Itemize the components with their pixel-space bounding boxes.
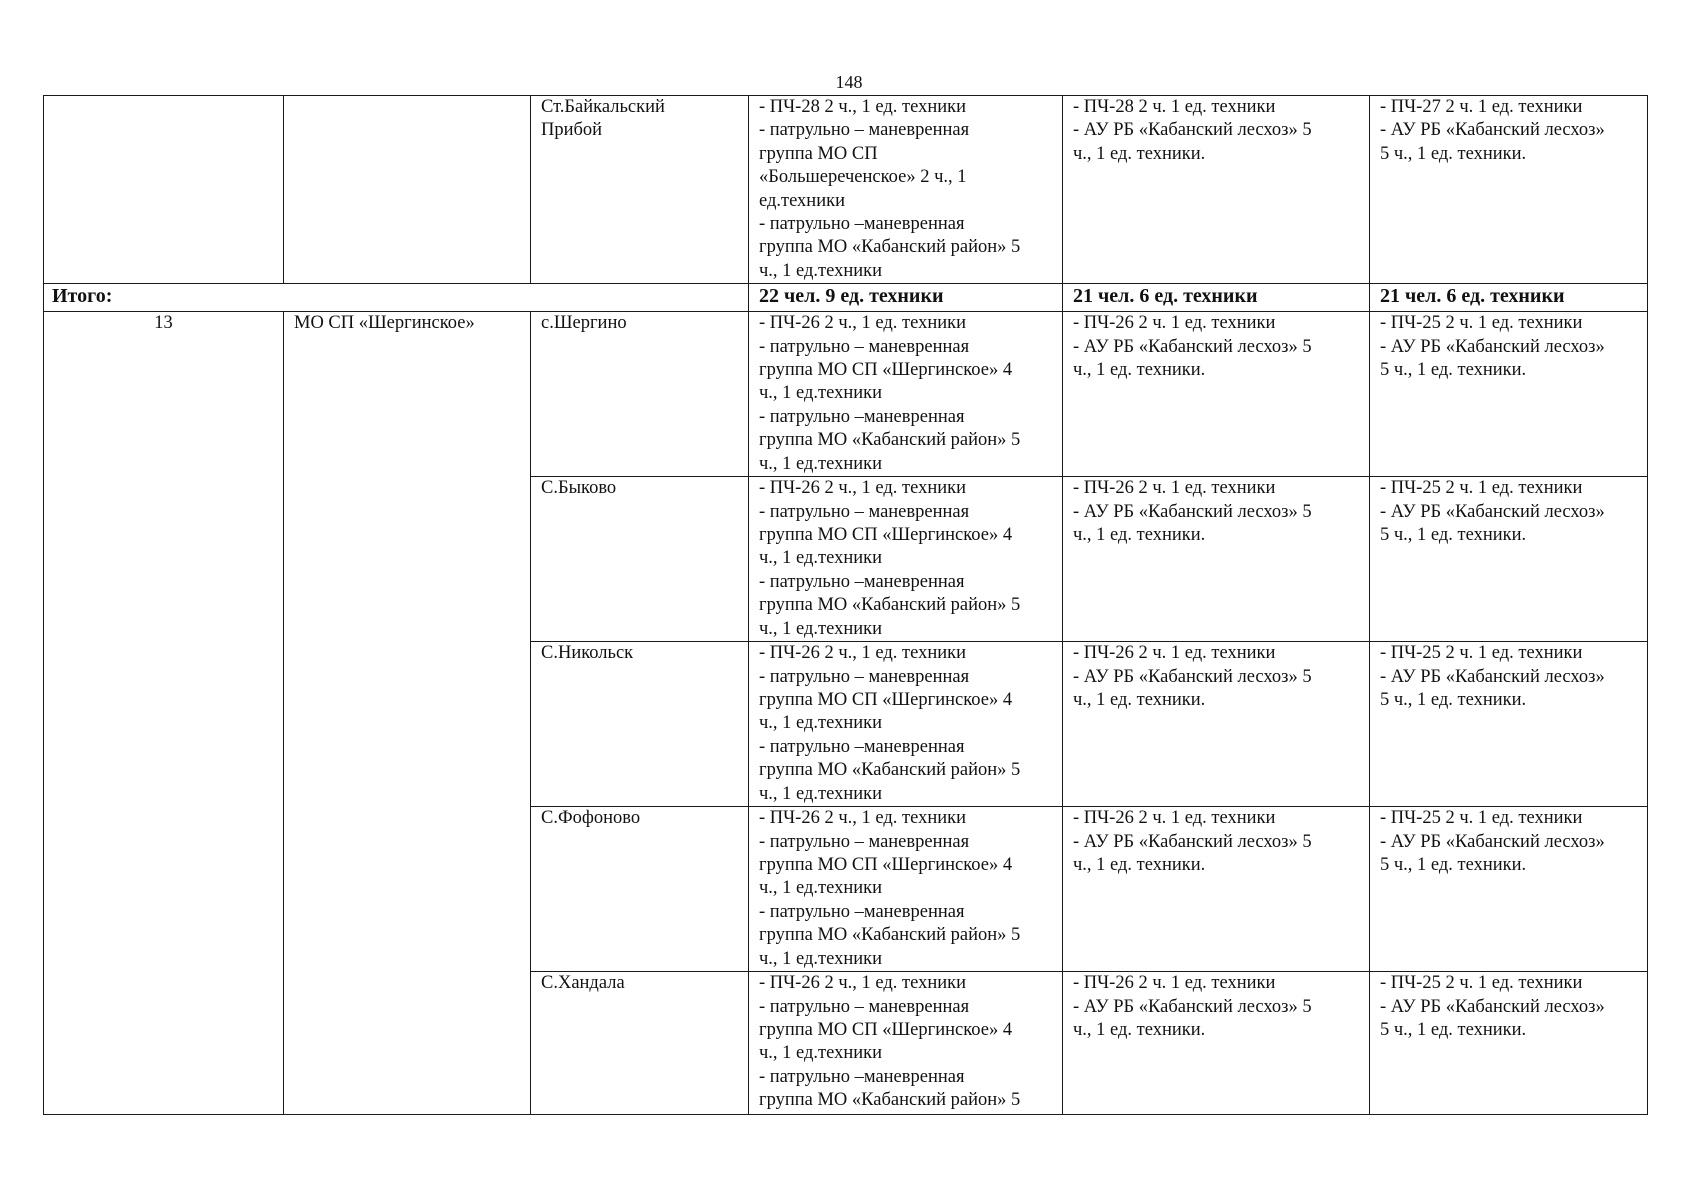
cell-line: - ПЧ-26 2 ч., 1 ед. техники bbox=[759, 973, 967, 994]
cell-line: ч., 1 ед. техники. bbox=[1073, 525, 1206, 546]
cell-line: ч., 1 ед.техники bbox=[759, 713, 883, 734]
cell-line: группа МО «Кабанский район» 5 bbox=[759, 760, 1021, 781]
forces-second-cell bbox=[1063, 642, 1370, 807]
cell-line: - АУ РБ «Кабанский лесхоз» bbox=[1380, 996, 1605, 1017]
cell-line: - ПЧ-26 2 ч. 1 ед. техники bbox=[1073, 313, 1276, 334]
cell-line: ч., 1 ед. техники. bbox=[1073, 855, 1206, 876]
forces-primary-cell bbox=[749, 642, 1063, 807]
forces-primary-cell bbox=[749, 312, 1063, 477]
cell-line: группа МО СП «Шергинское» 4 bbox=[759, 1020, 1013, 1041]
forces-second-cell bbox=[1063, 972, 1370, 1115]
cell-line: - ПЧ-28 2 ч., 1 ед. техники bbox=[759, 97, 967, 117]
cell-line: - ПЧ-26 2 ч. 1 ед. техники bbox=[1073, 808, 1276, 829]
cell-line: - АУ РБ «Кабанский лесхоз» bbox=[1380, 501, 1605, 522]
forces-third-cell bbox=[1370, 807, 1648, 972]
cell-line: ч., 1 ед.техники bbox=[759, 783, 883, 804]
cell-line: ед.техники bbox=[759, 190, 845, 211]
cell-line: - АУ РБ «Кабанский лесхоз» 5 bbox=[1073, 120, 1312, 141]
cell-line: - патрульно – маневренная bbox=[759, 996, 970, 1017]
cell-line: группа МО «Кабанский район» 5 bbox=[759, 237, 1021, 258]
cell-line: - патрульно –маневренная bbox=[759, 214, 965, 235]
table-row bbox=[44, 312, 1648, 477]
cell-line: ч., 1 ед.техники bbox=[759, 260, 883, 281]
cell-line: Ст.Байкальский bbox=[541, 97, 665, 117]
cell-line: - патрульно –маневренная bbox=[759, 1066, 965, 1087]
total-third: 21 чел. 6 ед. техники bbox=[1370, 284, 1648, 312]
forces-third-cell bbox=[1370, 312, 1648, 477]
cell-line: 5 ч., 1 ед. техники. bbox=[1380, 855, 1527, 876]
cell-line: С.Хандала bbox=[541, 973, 625, 994]
cell-line: группа МО СП «Шергинское» 4 bbox=[759, 525, 1013, 546]
cell-line: ч., 1 ед.техники bbox=[759, 453, 883, 474]
number-cell bbox=[44, 96, 284, 284]
cell-line: С.Никольск bbox=[541, 643, 634, 664]
cell-line: - АУ РБ «Кабанский лесхоз» 5 bbox=[1073, 831, 1312, 852]
cell-line: ч., 1 ед. техники. bbox=[1073, 360, 1206, 381]
cell-line: группа МО «Кабанский район» 5 bbox=[759, 430, 1021, 451]
cell-line: - ПЧ-25 2 ч. 1 ед. техники bbox=[1380, 808, 1583, 829]
locality-cell bbox=[531, 807, 749, 972]
cell-line: - патрульно –маневренная bbox=[759, 901, 965, 922]
cell-line: с.Шергино bbox=[541, 313, 627, 334]
cell-line: - патрульно – маневренная bbox=[759, 120, 970, 141]
forces-third-cell bbox=[1370, 642, 1648, 807]
cell-line: - ПЧ-25 2 ч. 1 ед. техники bbox=[1380, 478, 1583, 499]
total-label: Итого: bbox=[44, 284, 749, 312]
cell-line: ч., 1 ед.техники bbox=[759, 878, 883, 899]
table-row bbox=[44, 96, 1648, 284]
cell-line: ч., 1 ед.техники bbox=[759, 948, 883, 969]
municipality-name: МО СП «Шергинское» bbox=[284, 312, 531, 1115]
cell-line: ч., 1 ед.техники bbox=[759, 548, 883, 569]
forces-table bbox=[43, 95, 1648, 1115]
cell-line: группа МО СП «Шергинское» 4 bbox=[759, 855, 1013, 876]
total-second: 21 чел. 6 ед. техники bbox=[1063, 284, 1370, 312]
cell-line: - АУ РБ «Кабанский лесхоз» 5 bbox=[1073, 501, 1312, 522]
locality-cell bbox=[531, 96, 749, 284]
locality-cell bbox=[531, 972, 749, 1115]
cell-line: «Большереченское» 2 ч., 1 bbox=[759, 167, 967, 188]
cell-line: 5 ч., 1 ед. техники. bbox=[1380, 143, 1527, 164]
forces-second-cell bbox=[1063, 807, 1370, 972]
cell-line: - ПЧ-26 2 ч. 1 ед. техники bbox=[1073, 643, 1276, 664]
cell-line: - патрульно – маневренная bbox=[759, 831, 970, 852]
cell-line: - ПЧ-27 2 ч. 1 ед. техники bbox=[1380, 97, 1583, 117]
total-row bbox=[44, 284, 1648, 312]
cell-line: Прибой bbox=[541, 120, 603, 141]
forces-primary-cell bbox=[749, 477, 1063, 642]
forces-second-cell bbox=[1063, 477, 1370, 642]
cell-line: ч., 1 ед.техники bbox=[759, 383, 883, 404]
cell-line: 5 ч., 1 ед. техники. bbox=[1380, 1020, 1527, 1041]
cell-line: - ПЧ-26 2 ч., 1 ед. техники bbox=[759, 643, 967, 664]
forces-second-cell bbox=[1063, 96, 1370, 284]
cell-line: группа МО «Кабанский район» 5 bbox=[759, 1090, 1021, 1111]
cell-line: ч., 1 ед. техники. bbox=[1073, 1020, 1206, 1041]
cell-line: группа МО «Кабанский район» 5 bbox=[759, 925, 1021, 946]
forces-primary-cell bbox=[749, 972, 1063, 1115]
cell-line: группа МО СП bbox=[759, 143, 878, 164]
forces-primary-cell bbox=[749, 96, 1063, 284]
cell-line: - ПЧ-28 2 ч. 1 ед. техники bbox=[1073, 97, 1276, 117]
group-number: 13 bbox=[44, 312, 284, 1115]
cell-line: - ПЧ-26 2 ч., 1 ед. техники bbox=[759, 478, 967, 499]
forces-third-cell bbox=[1370, 972, 1648, 1115]
cell-line: ч., 1 ед.техники bbox=[759, 618, 883, 639]
locality-cell bbox=[531, 477, 749, 642]
forces-primary-cell bbox=[749, 807, 1063, 972]
cell-line: 5 ч., 1 ед. техники. bbox=[1380, 690, 1527, 711]
cell-line: - АУ РБ «Кабанский лесхоз» bbox=[1380, 336, 1605, 357]
cell-line: - ПЧ-25 2 ч. 1 ед. техники bbox=[1380, 643, 1583, 664]
forces-second-cell bbox=[1063, 312, 1370, 477]
cell-line: - патрульно – маневренная bbox=[759, 501, 970, 522]
cell-line: - ПЧ-26 2 ч. 1 ед. техники bbox=[1073, 478, 1276, 499]
cell-line: - патрульно – маневренная bbox=[759, 336, 970, 357]
forces-third-cell bbox=[1370, 96, 1648, 284]
page-number: 148 bbox=[835, 72, 863, 92]
cell-line: С.Быково bbox=[541, 478, 617, 499]
cell-line: - ПЧ-26 2 ч. 1 ед. техники bbox=[1073, 973, 1276, 994]
cell-line: группа МО «Кабанский район» 5 bbox=[759, 595, 1021, 616]
cell-line: - АУ РБ «Кабанский лесхоз» bbox=[1380, 120, 1605, 141]
cell-line: - ПЧ-26 2 ч., 1 ед. техники bbox=[759, 808, 967, 829]
forces-third-cell bbox=[1370, 477, 1648, 642]
total-primary: 22 чел. 9 ед. техники bbox=[749, 284, 1063, 312]
cell-line: - патрульно – маневренная bbox=[759, 666, 970, 687]
cell-line: - патрульно –маневренная bbox=[759, 406, 965, 427]
cell-line: 5 ч., 1 ед. техники. bbox=[1380, 360, 1527, 381]
cell-line: группа МО СП «Шергинское» 4 bbox=[759, 690, 1013, 711]
cell-line: - патрульно –маневренная bbox=[759, 736, 965, 757]
cell-line: ч., 1 ед.техники bbox=[759, 1043, 883, 1064]
cell-line: - ПЧ-25 2 ч. 1 ед. техники bbox=[1380, 973, 1583, 994]
cell-line: С.Фофоново bbox=[541, 808, 641, 829]
cell-line: ч., 1 ед. техники. bbox=[1073, 143, 1206, 164]
cell-line: - ПЧ-26 2 ч., 1 ед. техники bbox=[759, 313, 967, 334]
cell-line: - АУ РБ «Кабанский лесхоз» bbox=[1380, 831, 1605, 852]
cell-line: - АУ РБ «Кабанский лесхоз» 5 bbox=[1073, 666, 1312, 687]
cell-line: - АУ РБ «Кабанский лесхоз» 5 bbox=[1073, 336, 1312, 357]
cell-line: 5 ч., 1 ед. техники. bbox=[1380, 525, 1527, 546]
locality-cell bbox=[531, 642, 749, 807]
cell-line: - патрульно –маневренная bbox=[759, 571, 965, 592]
cell-line: группа МО СП «Шергинское» 4 bbox=[759, 360, 1013, 381]
cell-line: ч., 1 ед. техники. bbox=[1073, 690, 1206, 711]
cell-line: - АУ РБ «Кабанский лесхоз» bbox=[1380, 666, 1605, 687]
municipality-cell bbox=[284, 96, 531, 284]
cell-line: - АУ РБ «Кабанский лесхоз» 5 bbox=[1073, 996, 1312, 1017]
locality-cell bbox=[531, 312, 749, 477]
cell-line: - ПЧ-25 2 ч. 1 ед. техники bbox=[1380, 313, 1583, 334]
